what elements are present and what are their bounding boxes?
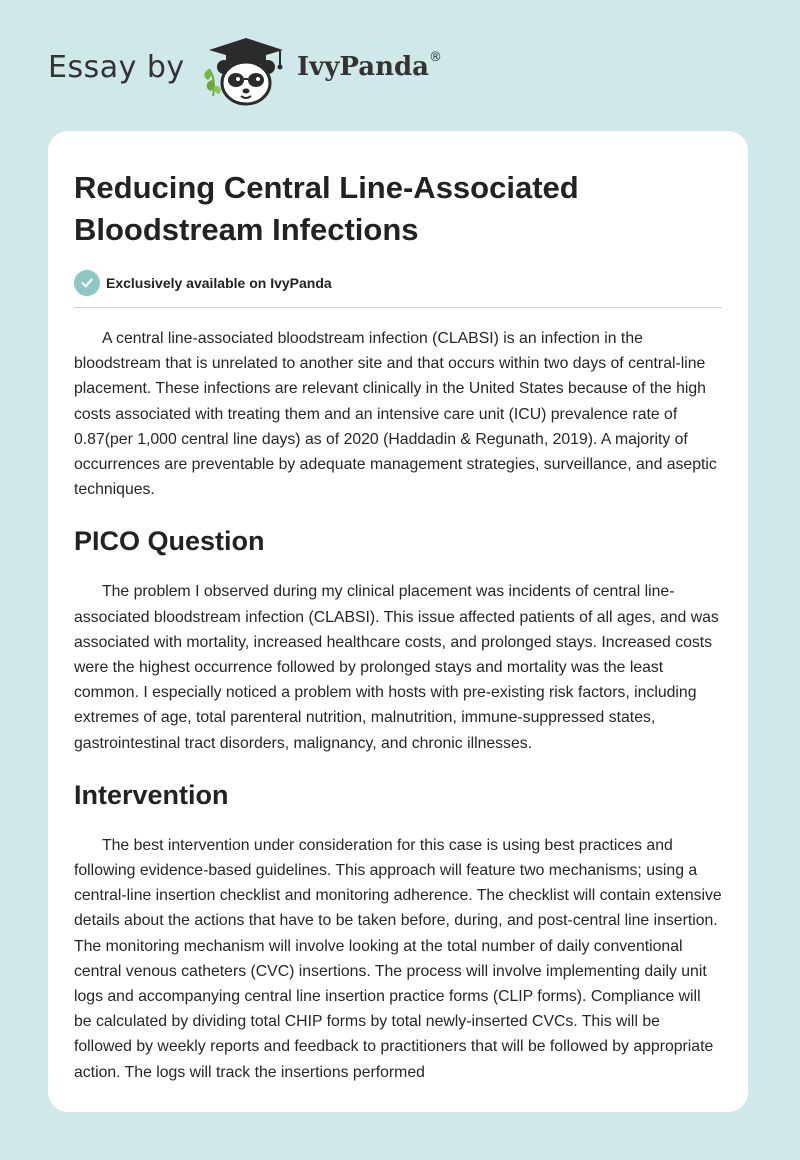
essay-by-label: Essay by xyxy=(48,50,185,85)
section-body-intervention: The best intervention under consideration for this case is using best practices and following evidence-based guidelines. This approach will feature two mechanisms; using a central-line insertion checklist and monitoring adherence. The checklist will contain extensive details about the actions that have to be taken before, during, and post-central line insertion. The monitoring mechanism will involve looking at the total number of daily conventional central venous catheters (CVC) insertions. The process will involve implementing daily unit logs and accompanying central line insertion practice forms (CLIP forms). Compliance will be calculated by dividing total CHIP forms by total newly-inserted CVCs. This will be followed by weekly reports and feedback to practitioners that will be followed by appropriate action. The logs will track the insertions performed xyxy=(74,836,722,1081)
exclusive-badge-text: Exclusively available on IvyPanda xyxy=(106,275,332,291)
divider xyxy=(74,307,722,308)
intro-paragraph: A central line-associated bloodstream infection (CLABSI) is an infection in the bloodstream that is unrelated to another site and that occurs within two days of central-line placement. These infections are relevant clinically in the United States because of the high costs associated with treating them and an intensive care unit (ICU) prevalence rate of 0.87(per 1,000 central line days) as of 2020 (Haddadin & Regunath, 2019). A majority of occurrences are preventable by adequate management strategies, surveillance, and aseptic techniques. xyxy=(74,330,717,499)
brand-label: IvyPanda xyxy=(297,52,430,82)
essay-card xyxy=(48,131,748,1112)
ivy-leaf-icon xyxy=(204,69,220,96)
page-title: Reducing Central Line-Associated Bloodstream Infections xyxy=(74,170,579,247)
exclusive-badge xyxy=(74,269,722,297)
registered-mark: ® xyxy=(429,50,443,66)
section-heading-intervention: Intervention xyxy=(74,779,229,810)
section-body-pico: The problem I observed during my clinical placement was incidents of central line-associated bloodstream infection (CLABSI). This issue affected patients of all ages, and was associated with mortality, increased healthcare costs, and prolonged stays. Increased costs were the highest occurrence followed by prolonged stays and mortality was the least common. I especially noticed a problem with hosts with pre-existing risk factors, including extremes of age, total parenteral nutrition, malnutrition, immune-suppressed states, gastrointestinal tract disorders, malignancy, and chronic illnesses. xyxy=(74,583,719,752)
panda-graduate-icon[interactable] xyxy=(200,36,292,108)
brand-name[interactable] xyxy=(297,52,442,82)
site-header xyxy=(0,0,800,130)
check-icon xyxy=(74,270,100,296)
section-heading-pico: PICO Question xyxy=(74,526,265,557)
